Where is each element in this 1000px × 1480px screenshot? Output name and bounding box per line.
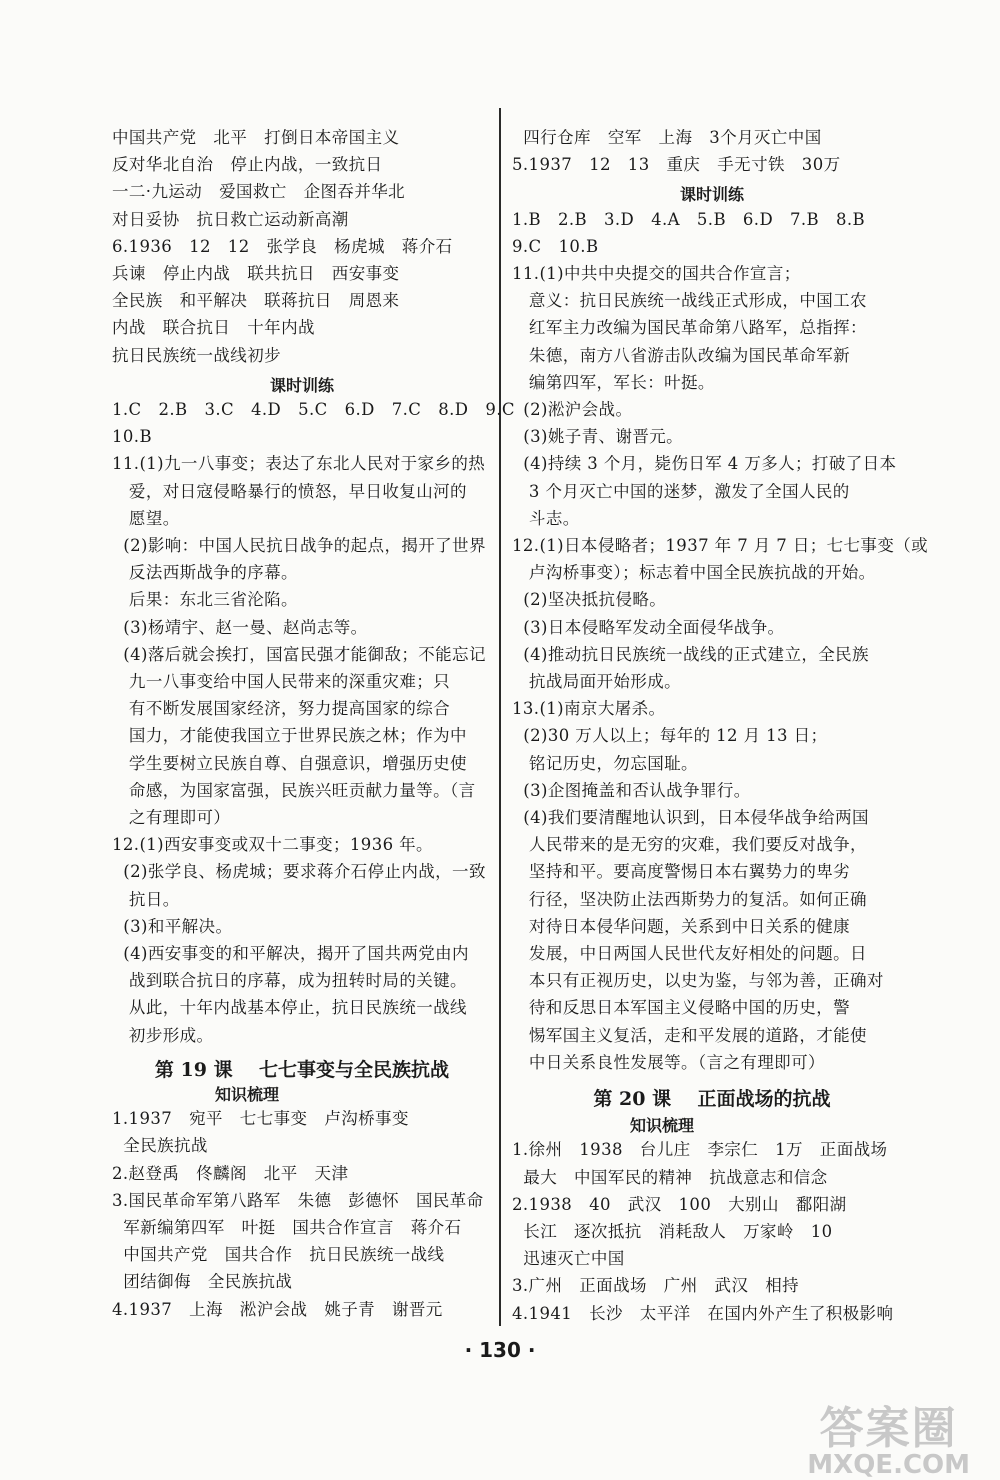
section-header-training: 课时训练 xyxy=(269,375,334,395)
section-header-training: 课时训练 xyxy=(679,185,744,205)
watermark xyxy=(807,1392,970,1480)
answer-line: 坚持和平。要高度警惕日本右翼势力的卑劣 xyxy=(512,862,851,882)
answer-line: 卢沟桥事变）；标志着中国全民族抗战的开始。 xyxy=(512,563,876,583)
answer-line: (3)企图掩盖和否认战争罪行。 xyxy=(512,780,751,800)
answer-line: 九一八事变给中国人民带来的深重灾难；只 xyxy=(112,672,451,691)
page-number: · 130 · xyxy=(464,1338,536,1362)
answer-line: 抗战局面开始形成。 xyxy=(512,672,682,691)
answer-line: 初步形成。 xyxy=(112,1025,214,1045)
answer-line: 之有理即可） xyxy=(112,808,231,827)
knowledge-line: 全民族抗战 xyxy=(112,1136,208,1156)
answer-line: 学生要树立民族自尊、自强意识，增强历史使 xyxy=(112,753,467,773)
answer-line: 斗志。 xyxy=(512,508,580,528)
answer-line: 发展，中日两国人民世代友好相处的问题。日 xyxy=(512,944,867,963)
answer-line: 愿望。 xyxy=(112,508,180,528)
answer-line: 铭记历史，勿忘国耻。 xyxy=(512,753,698,773)
knowledge-line: 最大 中国军民的精神 抗战意志和信念 xyxy=(512,1167,828,1187)
answer-line: (3)和平解决。 xyxy=(112,916,233,936)
answer-line: (4)我们要清醒地认识到，日本侵华战争给两国 xyxy=(512,808,869,827)
answer-line: 惕军国主义复活，走和平发展的道路，才能使 xyxy=(512,1025,867,1045)
knowledge-line: 长江 逐次抵抗 消耗敌人 万家岭 10 xyxy=(512,1222,833,1241)
answer-line: 战到联合抗日的序幕，成为扭转时局的关键。 xyxy=(112,971,467,991)
watermark-url: MXQE.COM xyxy=(807,1450,970,1480)
answer-line: 待和反思日本军国主义侵略中国的历史，警 xyxy=(512,998,851,1018)
answer-line: 兵谏 停止内战 联共抗日 西安事变 xyxy=(112,264,400,283)
knowledge-line: 2.1938 40 武汉 100 大别山 鄱阳湖 xyxy=(512,1194,847,1214)
knowledge-line: 2.赵登禹 佟麟阁 北平 天津 xyxy=(112,1163,349,1183)
answer-line: 对待日本侵华问题，关系到中日关系的健康 xyxy=(512,916,851,936)
answer-line: 反法西斯战争的序幕。 xyxy=(112,563,298,583)
answer-line: 11.(1)中共中央提交的国共合作宣言； xyxy=(512,264,801,283)
answer-line: (3)姚子青、谢晋元。 xyxy=(512,427,684,447)
answer-line: 13.(1)南京大屠杀。 xyxy=(512,699,666,719)
answer-line: 意义：抗日民族统一战线正式形成，中国工农 xyxy=(512,291,867,311)
answer-line: 从此，十年内战基本停止，抗日民族统一战线 xyxy=(112,998,467,1018)
answer-line: 抗日。 xyxy=(112,889,180,909)
section-header-knowledge: 知识梳理 xyxy=(214,1085,279,1104)
answer-line: (3)日本侵略军发动全面侵华战争。 xyxy=(512,617,785,637)
answer-line: 爱，对日寇侵略暴行的愤怒，早日收复山河的 xyxy=(112,481,467,501)
answer-line: (4)持续 3 个月，毙伤日军 4 万多人；打破了日本 xyxy=(512,454,897,474)
section-header-knowledge: 知识梳理 xyxy=(629,1116,694,1136)
answer-line: (4)推动抗日民族统一战线的正式建立，全民族 xyxy=(512,644,869,664)
knowledge-line: 迅速灭亡中国 xyxy=(512,1249,625,1269)
answer-line: (2)张学良、杨虎城；要求蒋介石停止内战，一致 xyxy=(112,862,486,882)
answer-line: (2)影响：中国人民抗日战争的起点，揭开了世界 xyxy=(112,536,486,555)
answer-line: 5.1937 12 13 重庆 手无寸铁 30万 xyxy=(512,155,841,175)
column-divider xyxy=(499,108,501,1326)
answer-line: 全民族 和平解决 联蒋抗日 周恩来 xyxy=(112,291,400,311)
answer-line: 有不断发展国家经济，努力提高国家的综合 xyxy=(112,699,451,719)
answer-line: (3)杨靖宇、赵一曼、赵尚志等。 xyxy=(112,617,368,637)
knowledge-line: 4.1941 长沙 太平洋 在国内外产生了积极影响 xyxy=(512,1303,894,1323)
knowledge-line: 中国共产党 国共合作 抗日民族统一战线 xyxy=(112,1245,445,1265)
answer-line: 1.C 2.B 3.C 4.D 5.C 6.D 7.C 8.D 9.C xyxy=(112,400,515,419)
answer-line: 人民带来的是无穷的灾难，我们要反对战争， xyxy=(512,835,867,855)
answer-line: 中日关系良性发展等。（言之有理即可） xyxy=(512,1052,825,1072)
answer-line: 11.(1)九一八事变；表达了东北人民对于家乡的热 xyxy=(112,454,486,474)
answer-line: (2)坚决抵抗侵略。 xyxy=(512,590,667,610)
knowledge-line: 团结御侮 全民族抗战 xyxy=(112,1272,293,1292)
answer-line: 12.(1)西安事变或双十二事变；1936 年。 xyxy=(112,835,433,855)
answer-line: 四行仓库 空军 上海 3个月灭亡中国 xyxy=(512,128,822,147)
answer-line: 1.B 2.B 3.D 4.A 5.B 6.D 7.B 8.B xyxy=(512,209,866,229)
knowledge-line: 1.徐州 1938 台儿庄 李宗仁 1万 正面战场 xyxy=(512,1140,888,1160)
answer-line: 对日妥协 抗日救亡运动新高潮 xyxy=(112,209,349,229)
answer-line: 国力，才能使我国立于世界民族之林；作为中 xyxy=(112,726,467,746)
answer-line: (2)淞沪会战。 xyxy=(512,400,633,419)
answer-line: (2)30 万人以上；每年的 12 月 13 日； xyxy=(512,726,828,746)
answer-line: 反对华北自治 停止内战，一致抗日 xyxy=(112,155,383,175)
answer-line: 抗日民族统一战线初步 xyxy=(112,345,281,365)
answer-line: 12.(1)日本侵略者；1937 年 7 月 7 日；七七事变（或 xyxy=(512,536,929,555)
answer-line: 行径，坚决防止法西斯势力的复活。如何正确 xyxy=(512,889,867,909)
answer-line: 10.B xyxy=(112,427,152,447)
knowledge-line: 4.1937 上海 淞沪会战 姚子青 谢晋元 xyxy=(112,1299,443,1319)
answer-line: 中国共产党 北平 打倒日本帝国主义 xyxy=(112,128,400,147)
answer-line: (4)西安事变的和平解决，揭开了国共两党由内 xyxy=(112,944,469,963)
knowledge-line: 军新编第四军 叶挺 国共合作宣言 蒋介石 xyxy=(112,1218,462,1237)
answer-line: 9.C 10.B xyxy=(512,236,599,256)
answer-line: 本只有正视历史，以史为鉴，与邻为善，正确对 xyxy=(512,971,884,991)
answer-line: 红军主力改编为国民革命第八路军，总指挥： xyxy=(512,318,867,338)
lesson-title-19: 第 19 课 七七事变与全民族抗战 xyxy=(154,1058,450,1081)
answer-line: 3 个月灭亡中国的迷梦，激发了全国人民的 xyxy=(512,481,850,501)
answer-line: 后果：东北三省沦陷。 xyxy=(112,590,298,610)
watermark-text: 答案圈 xyxy=(819,1403,958,1454)
knowledge-line: 3.广州 正面战场 广州 武汉 相持 xyxy=(512,1276,800,1296)
answer-line: 内战 联合抗日 十年内战 xyxy=(112,318,315,338)
answer-line: 朱德，南方八省游击队改编为国民革命军新 xyxy=(512,345,851,365)
answer-line: 编第四军，军长：叶挺。 xyxy=(512,372,715,392)
answer-line: 一二·九运动 爱国救亡 企图吞并华北 xyxy=(112,182,406,202)
knowledge-line: 3.国民革命军第八路军 朱德 彭德怀 国民革命 xyxy=(112,1190,484,1210)
answer-line: 6.1936 12 12 张学良 杨虎城 蒋介石 xyxy=(112,236,453,256)
knowledge-line: 1.1937 宛平 七七事变 卢沟桥事变 xyxy=(112,1109,409,1129)
answer-line: (4)落后就会挨打，国富民强才能御敌；不能忘记 xyxy=(112,644,486,664)
lesson-title-20: 第 20 课 正面战场的抗战 xyxy=(593,1088,831,1110)
answer-line: 命感，为国家富强，民族兴旺贡献力量等。（言 xyxy=(112,780,476,800)
